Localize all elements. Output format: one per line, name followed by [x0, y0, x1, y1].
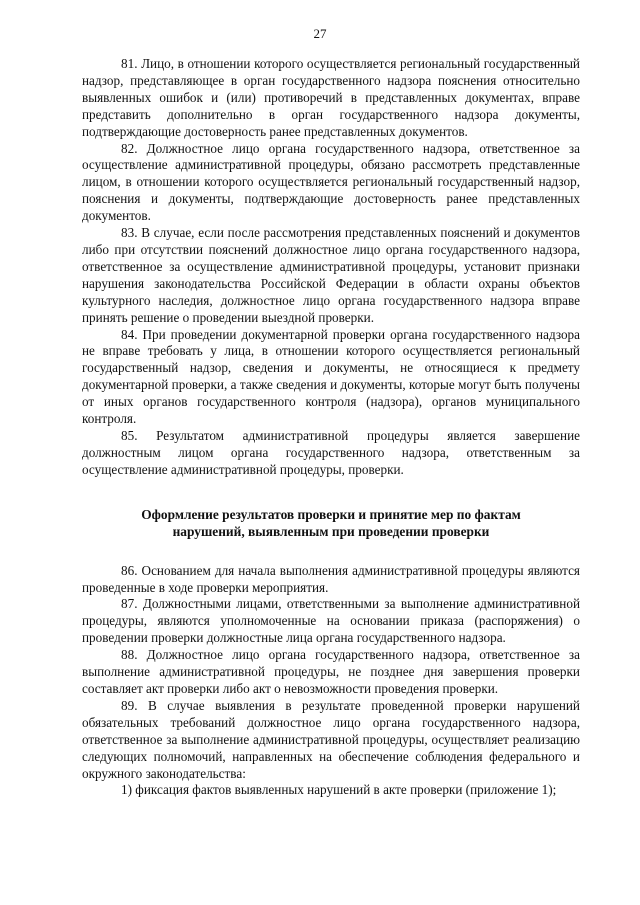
page-number: 27: [313, 26, 327, 41]
paragraph-85: 85. Результатом административной процедуры является завершение должностным лицом органа государственного надзора, ответственным за осуществление административной процедуры, проверки.: [82, 427, 580, 477]
section-heading-line-1: Оформление результатов проверки и принятие мер по фактам: [141, 506, 521, 522]
paragraph-88: 88. Должностное лицо органа государственного надзора, ответственное за выполнение административной процедуры, не позднее дня завершения проверки составляет акт проверки либо акт о невозможности проведения проверки.: [82, 647, 580, 696]
section-heading: [82, 506, 580, 540]
paragraph-81: 81. Лицо, в отношении которого осуществляется региональный государственный надзор, представляющее в орган государственного надзора пояснения относительно выявленных ошибок и (или) противоречий в представленных документах, вправе представить дополнительно в орган государственного надзора документы, подтверждающие достоверность ранее представленных документов.: [82, 56, 580, 139]
list-item-1: 1) фиксация фактов выявленных нарушений в акте проверки (приложение 1);: [121, 782, 557, 798]
paragraph-87: 87. Должностными лицами, ответственными за выполнение административной процедуры, являются уполномоченные на основании приказа (распоряжения) о проведении проверки должностные лица органа государственного надзора.: [82, 596, 580, 646]
paragraph-83: 83. В случае, если после рассмотрения представленных пояснений и документов либо при отсутствии пояснений должностное лицо органа государственного надзора, ответственное за осуществление административной процедуры, установит признаки нарушения законодательства Российской Федерации в области охраны объектов культурного наследия, должностное лицо органа государственного надзора вправе принять решение о проведении выездной проверки.: [82, 225, 580, 325]
paragraph-86: 86. Основанием для начала выполнения административной процедуры являются проведенные в ходе проверки мероприятия.: [82, 562, 580, 595]
paragraph-84: 84. При проведении документарной проверки органа государственного надзора не вправе требовать у лица, в отношении которого осуществляется региональный государственный надзор, сведения и документы, не относящиеся к предмету документарной проверки, а также сведения и документы, которые могут быть получены от иных органов государственного контроля (надзора), органов муниципального контроля.: [82, 326, 580, 427]
paragraph-89: 89. В случае выявления в результате проведенной проверки нарушений обязательных требований должностное лицо органа государственного надзора, ответственное за выполнение административной процедуры, осуществляет реализацию следующих полномочий, направленных на обеспечение соблюдения федерального и окружного законодательства:: [82, 697, 580, 781]
paragraph-82: 82. Должностное лицо органа государственного надзора, ответственное за осуществление административной процедуры, обязано рассмотреть представленные лицом, в отношении которого осуществляется региональный государственный надзор, пояснения и документы, подтверждающие достоверность ранее представленных документов.: [82, 140, 580, 224]
document-body: [82, 56, 580, 799]
section-heading-line-2: нарушений, выявленным при проведении проверки: [172, 523, 490, 539]
